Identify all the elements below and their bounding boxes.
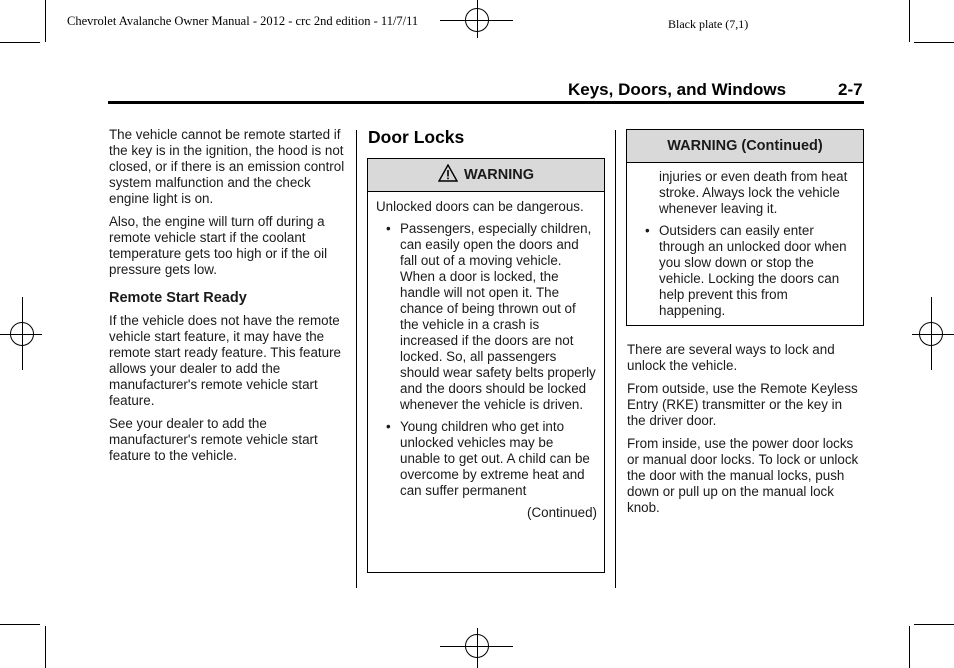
right-column-text xyxy=(627,342,862,523)
list-item xyxy=(635,223,856,319)
warning-heading xyxy=(627,130,863,163)
crop-mark xyxy=(909,0,910,42)
crop-mark xyxy=(0,624,40,625)
registration-circle-icon xyxy=(465,634,489,658)
page-number: 2-7 xyxy=(838,80,863,99)
paragraph: Also, the engine will turn off during a remote vehicle start if the coolant temperature gets too high or if the oil pressure gets low. xyxy=(109,214,328,277)
list-item-text: Outsiders can easily enter through an unlocked door when you slow down or stop the vehicle. Locking the doors can help prevent this from happening. xyxy=(659,223,847,318)
crop-mark xyxy=(914,42,954,43)
left-column xyxy=(109,127,349,471)
warning-box xyxy=(367,158,605,573)
crop-mark xyxy=(909,626,910,668)
column-divider xyxy=(615,130,616,588)
registration-circle-icon xyxy=(919,322,943,346)
crop-mark xyxy=(914,624,954,625)
warning-label: WARNING (Continued) xyxy=(667,138,823,154)
paragraph: There are several ways to lock and unlock the vehicle. xyxy=(627,342,835,373)
warning-box-continued xyxy=(626,129,864,326)
page-title: Door Locks xyxy=(368,127,465,147)
paragraph: The vehicle cannot be remote started if the key is in the ignition, the hood is not closed, or if there is an emission control system malfunction and the check engine light is on. xyxy=(109,127,345,206)
plate-label: Black plate (7,1) xyxy=(668,17,749,31)
column-divider xyxy=(356,130,357,588)
warning-body xyxy=(368,192,604,521)
warning-continuation: injuries or even death from heat stroke. Always lock the vehicle whenever leaving it. xyxy=(659,169,848,216)
continued-label: (Continued) xyxy=(527,505,597,520)
warning-heading xyxy=(368,159,604,192)
warning-triangle-icon xyxy=(438,164,458,186)
paragraph: If the vehicle does not have the remote vehicle start feature, it may have the remote start ready feature. This feature allows your dealer to add the manufacturer's remote vehicle start feature. xyxy=(109,313,341,408)
paragraph: See your dealer to add the manufacturer's remote vehicle start feature to the vehicle. xyxy=(109,416,318,463)
list-item-text: Passengers, especially children, can easily open the doors and fall out of a moving vehicle. When a door is locked, the handle will not open it. The chance of being thrown out of the vehicle in a crash is increased if the doors are not locked. So, all passengers should wear safety belts properly and the doors should be locked whenever the vehicle is driven. xyxy=(400,221,596,412)
list-item-text: Young children who get into unlocked vehicles may be unable to get out. A child can be overcome by extreme heat and can suffer permanent xyxy=(400,419,590,498)
list-item xyxy=(376,419,597,499)
paragraph: From outside, use the Remote Keyless Entry (RKE) transmitter or the key in the driver door. xyxy=(627,381,858,428)
crop-mark xyxy=(0,42,40,43)
registration-circle-icon xyxy=(10,322,34,346)
registration-circle-icon xyxy=(465,8,489,32)
bullet-icon: • xyxy=(645,223,650,238)
section-title: Keys, Doors, and Windows xyxy=(568,80,787,99)
crop-mark xyxy=(45,0,46,42)
running-header: Chevrolet Avalanche Owner Manual - 2012 - crc 2nd edition - 11/7/11 xyxy=(67,14,419,28)
crop-mark xyxy=(45,626,46,668)
bullet-icon: • xyxy=(386,419,391,434)
header-rule xyxy=(108,101,864,104)
paragraph: From inside, use the power door locks or manual door locks. To lock or unlock the door with the manual locks, push down or pull up on the manual lock knob. xyxy=(627,436,859,515)
warning-label: WARNING xyxy=(463,167,535,183)
bullet-icon: • xyxy=(386,221,391,236)
warning-body xyxy=(627,163,863,319)
list-item xyxy=(376,221,597,413)
warning-intro: Unlocked doors can be dangerous. xyxy=(376,199,584,214)
subheading: Remote Start Ready xyxy=(109,290,247,306)
